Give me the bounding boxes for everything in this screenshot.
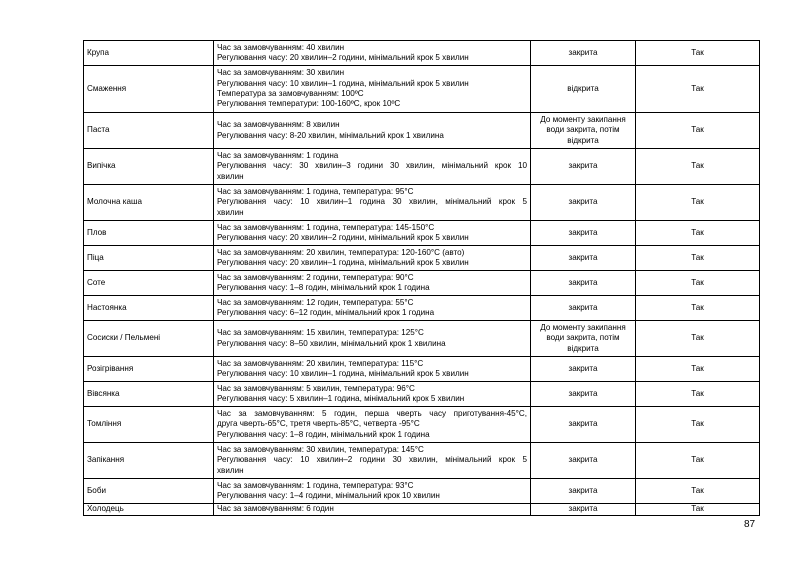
availability-cell: Так [636,407,760,443]
description-line: хвилин [217,171,244,181]
lid-state-cell: закрита [531,271,636,296]
lid-state-cell: закрита [531,149,636,185]
availability-cell: Так [636,66,760,113]
mode-description-cell [214,504,531,516]
mode-description-cell [214,149,531,185]
description-line: Регулювання часу: 1–8 годин, мінімальний крок 1 година [217,283,430,292]
mode-name-cell: Піца [84,246,214,271]
table-row [84,407,760,443]
mode-name-cell: Сосиски / Пельмені [84,321,214,357]
description-line: Регулювання часу: 6–12 годин, мінімальний крок 1 година [217,308,435,317]
mode-name-cell: Боби [84,479,214,504]
mode-description-cell [214,479,531,504]
availability-cell: Так [636,271,760,296]
mode-name-cell: Томління [84,407,214,443]
mode-name-cell: Плов [84,221,214,246]
availability-cell: Так [636,321,760,357]
mode-name-cell: Настоянка [84,296,214,321]
mode-description-cell [214,66,531,113]
lid-state-cell: відкрита [531,66,636,113]
mode-name-cell: Холодець [84,504,214,516]
table-row [84,479,760,504]
table-row [84,504,760,516]
availability-cell: Так [636,357,760,382]
lid-state-cell: закрита [531,221,636,246]
availability-cell: Так [636,221,760,246]
mode-description-cell [214,221,531,246]
description-line: Регулювання часу: 10 хвилин–1 година, мінімальний крок 5 хвилин [217,369,469,378]
description-line: Регулювання часу: 10 хвилин–2 години 30 хвилин, мінімальний крок 5 [217,455,527,465]
table-row [84,149,760,185]
table-row [84,357,760,382]
table-row [84,66,760,113]
description-line: Регулювання часу: 5 хвилин–1 година, мінімальний крок 5 хвилин [217,394,465,403]
description-line: Регулювання часу: 20 хвилин–2 години, мінімальний крок 5 хвилин [217,233,469,242]
table-row [84,246,760,271]
mode-description-cell [214,443,531,479]
table-row [84,185,760,221]
description-line: Регулювання часу: 30 хвилин–3 години 30 хвилин, мінімальний крок 10 [217,161,527,171]
table-body [84,41,760,516]
lid-state-cell: закрита [531,443,636,479]
mode-description-cell [214,382,531,407]
description-line: Регулювання часу: 8-20 хвилин, мінімальний крок 1 хвилина [217,130,444,140]
description-line: Час за замовчуванням: 30 хвилин [217,68,345,78]
lid-state-cell: закрита [531,504,636,516]
lid-state-cell: закрита [531,382,636,407]
cooking-modes-table [83,40,760,516]
mode-description-cell [214,41,531,66]
table-row [84,113,760,149]
lid-state-cell: закрита [531,407,636,443]
mode-name-cell: Соте [84,271,214,296]
lid-state-cell: закрита [531,296,636,321]
table-row [84,221,760,246]
description-line: Регулювання температури: 100-160ºC, крок 10ºC [217,99,401,109]
mode-name-cell: Паста [84,113,214,149]
description-line: Час за замовчуванням: 12 годин, температура: 55°C [217,297,414,307]
availability-cell: Так [636,504,760,516]
lid-state-cell: закрита [531,41,636,66]
lid-state-cell: закрита [531,479,636,504]
description-line: Час за замовчуванням: 2 години, температура: 90°C [217,272,414,282]
table-row [84,296,760,321]
availability-cell: Так [636,443,760,479]
mode-description-cell [214,296,531,321]
mode-name-cell: Крупа [84,41,214,66]
description-line: Регулювання часу: 1–8 годин, мінімальний крок 1 година [217,429,430,439]
description-line: хвилин [217,207,244,217]
description-line: друга чверть-65°C, третя чверть-85°C, четверта -95°C [217,419,420,429]
table-row [84,321,760,357]
description-line: Час за замовчуванням: 20 хвилин, температура: 115°C [217,358,424,368]
description-line: Час за замовчуванням: 5 годин, перша чверть часу приготування-45°C, [217,408,527,418]
mode-name-cell: Смаження [84,66,214,113]
mode-name-cell: Молочна каша [84,185,214,221]
availability-cell: Так [636,296,760,321]
description-line: Регулювання часу: 10 хвилин–1 година 30 хвилин, мінімальний крок 5 [217,197,527,207]
description-line: Регулювання часу: 20 хвилин–2 години, мінімальний крок 5 хвилин [217,53,469,62]
table-row [84,271,760,296]
description-line: Регулювання часу: 10 хвилин–1 година, мінімальний крок 5 хвилин [217,78,469,88]
table-row [84,41,760,66]
lid-state-cell: закрита [531,185,636,221]
availability-cell: Так [636,382,760,407]
availability-cell: Так [636,246,760,271]
availability-cell: Так [636,185,760,221]
mode-name-cell: Запікання [84,443,214,479]
description-line: Час за замовчуванням: 1 година, температура: 145-150°C [217,222,435,232]
page-number: 87 [744,519,756,530]
mode-name-cell: Вівсянка [84,382,214,407]
description-line: хвилин [217,465,244,475]
lid-state-cell: До моменту закипання води закрита, потім відкрита [531,113,636,149]
availability-cell: Так [636,479,760,504]
lid-state-cell: закрита [531,357,636,382]
description-line: Час за замовчуванням: 1 година, температура: 95°C [217,186,414,196]
mode-description-cell [214,271,531,296]
mode-description-cell [214,321,531,357]
table-row [84,443,760,479]
availability-cell: Так [636,41,760,66]
mode-description-cell [214,113,531,149]
description-line: Регулювання часу: 8–50 хвилин, мінімальний крок 1 хвилина [217,338,446,348]
description-line: Час за замовчуванням: 1 година [217,150,339,160]
availability-cell: Так [636,113,760,149]
description-line: Час за замовчуванням: 30 хвилин, температура: 145°C [217,444,424,454]
description-line: Час за замовчуванням: 5 хвилин, температура: 96°C [217,383,415,393]
description-line: Час за замовчуванням: 6 годин [217,504,334,514]
lid-state-cell: До моменту закипання води закрита, потім відкрита [531,321,636,357]
lid-state-cell: закрита [531,246,636,271]
availability-cell: Так [636,149,760,185]
description-line: Час за замовчуванням: 15 хвилин, температура: 125°C [217,328,424,338]
table-row [84,382,760,407]
description-line: Час за замовчуванням: 20 хвилин, температура: 120-160°C (авто) [217,247,465,257]
mode-description-cell [214,357,531,382]
mode-name-cell: Розігрівання [84,357,214,382]
mode-description-cell [214,246,531,271]
mode-description-cell [214,407,531,443]
mode-name-cell: Випічка [84,149,214,185]
description-line: Час за замовчуванням: 1 година, температура: 93°C [217,480,414,490]
description-line: Час за замовчуванням: 8 хвилин [217,120,340,130]
description-line: Регулювання часу: 1–4 години, мінімальний крок 10 хвилин [217,491,440,500]
mode-description-cell [214,185,531,221]
description-line: Температура за замовчуванням: 100ºC [217,89,364,98]
description-line: Час за замовчуванням: 40 хвилин [217,42,345,52]
description-line: Регулювання часу: 20 хвилин–1 година, мінімальний крок 5 хвилин [217,258,469,267]
